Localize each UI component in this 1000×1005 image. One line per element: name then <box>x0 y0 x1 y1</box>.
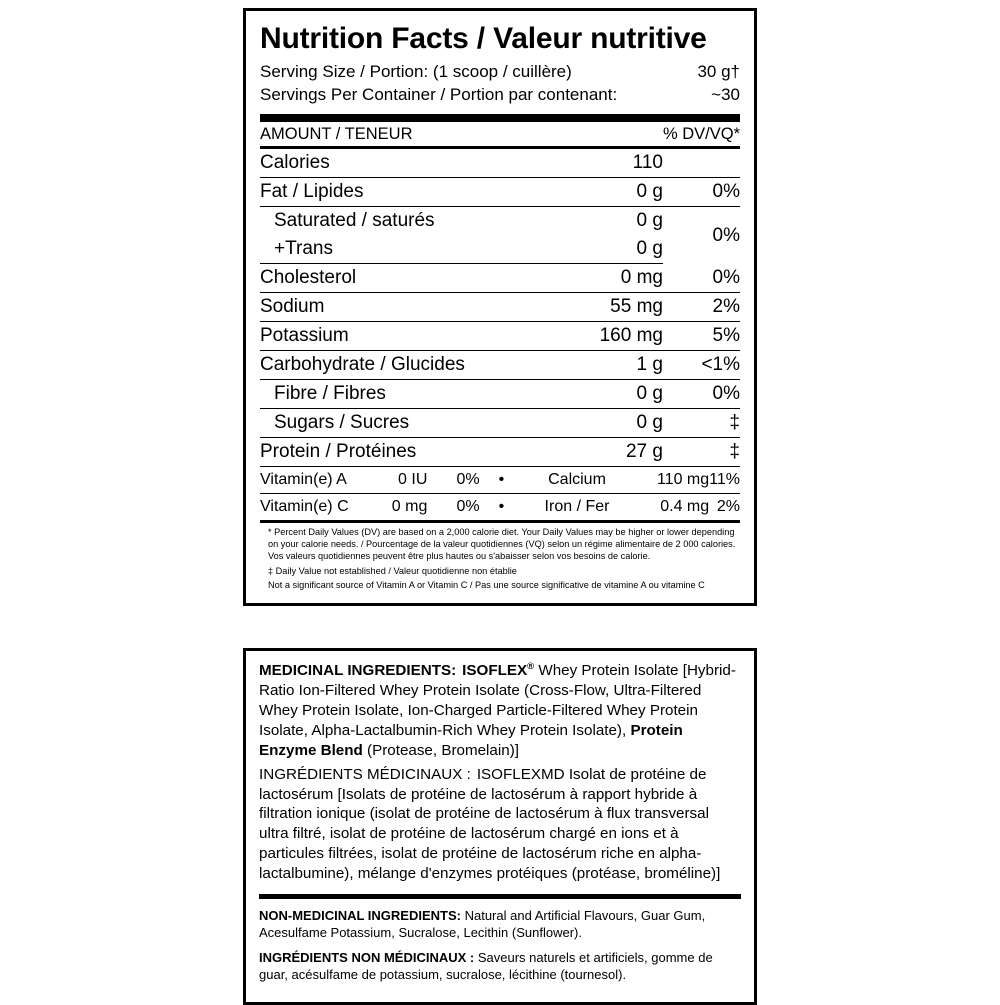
medicinal-heading-fr: INGRÉDIENTS MÉDICINAUX : <box>259 765 471 783</box>
nutrient-table <box>260 122 740 467</box>
mineral-dv: 11% <box>709 467 740 494</box>
servings-per-container-value: ~30 <box>711 85 740 105</box>
nutrient-amount: 55 mg <box>513 293 663 322</box>
nutrient-amount: 0 g <box>513 380 663 409</box>
nutrient-amount: 110 <box>513 148 663 178</box>
registered-trademark-icon: ® <box>527 661 535 672</box>
vitamin-dv: 0% <box>427 494 479 522</box>
servings-per-container-row <box>260 84 740 107</box>
nutrient-dv <box>663 148 740 178</box>
medicinal-tail-en: (Protease, Bromelain)] <box>362 741 519 759</box>
nutrient-amount: 160 mg <box>513 322 663 351</box>
mineral-name: Calcium <box>523 467 630 494</box>
nutrient-dv: 0% <box>663 264 740 293</box>
table-row <box>260 178 740 207</box>
nutrient-name: Cholesterol <box>260 264 513 293</box>
nutrient-name: Sugars / Sucres <box>260 409 513 438</box>
bullet-separator-icon: • <box>480 467 524 494</box>
nutrient-dv: 0% <box>663 178 740 207</box>
medicinal-bold-tail-en: Protein Enzyme Blend <box>259 721 683 759</box>
table-row <box>260 351 740 380</box>
nutrient-amount: 0 g <box>513 178 663 207</box>
nutrient-amount: 0 g <box>513 409 663 438</box>
nutrient-name: Carbohydrate / Glucides <box>260 351 513 380</box>
amount-header: AMOUNT / TENEUR <box>260 122 513 148</box>
dv-header: % DV/VQ* <box>663 122 740 148</box>
nutrient-amount: 0 mg <box>513 264 663 293</box>
nutrient-dv: 0% <box>712 224 740 246</box>
table-row <box>260 467 740 494</box>
nutrient-dv: <1% <box>663 351 740 380</box>
serving-size-row <box>260 61 740 84</box>
footnote-daily-value: * Percent Daily Values (DV) are based on a 2,000 calorie diet. Your Daily Values may be higher or lower depending on your calorie needs. / Pourcentage de la valeur quotidiennes (VQ) selon un régime alimentaire de 2 000 calories. Vos valeurs quotidiennes peuvent être plus hautes ou s'abaisser selon vos besoins de calorie. <box>268 527 736 561</box>
table-row <box>260 293 740 322</box>
nutrient-name: Sodium <box>260 293 513 322</box>
thick-divider <box>260 114 740 122</box>
table-row <box>260 409 740 438</box>
medicinal-ingredients-en <box>259 661 741 761</box>
nutrient-name: Fibre / Fibres <box>260 380 513 409</box>
servings-per-container-label: Servings Per Container / Portion par contenant: <box>260 85 618 105</box>
table-row <box>260 264 740 293</box>
vitamin-name: Vitamin(e) C <box>260 494 367 522</box>
vitamin-table <box>260 467 740 523</box>
nutrient-amount: 27 g <box>513 438 663 467</box>
table-row <box>260 438 740 467</box>
vitamin-name: Vitamin(e) A <box>260 467 367 494</box>
vitamin-amount: 0 mg <box>367 494 427 522</box>
footnote-not-established: ‡ Daily Value not established / Valeur quotidienne non établie <box>268 565 517 576</box>
non-medicinal-fr <box>259 949 741 984</box>
nutrient-dv: ‡ <box>663 438 740 467</box>
medicinal-heading-en: MEDICINAL INGREDIENTS: <box>259 662 457 680</box>
non-medicinal-heading-en: NON-MEDICINAL INGREDIENTS: <box>259 908 461 924</box>
table-row <box>260 207 740 236</box>
medicinal-body-en: Whey Protein Isolate [Hybrid-Ratio Ion-Filtered Whey Protein Isolate (Cross-Flow, Ultra-Filtered Whey Protein Isolate, Ion-Charged Particle-Filtered Whey Protein Isolate, Alpha-Lactalbumin-Rich Whey Protein Isolate), <box>259 662 736 739</box>
non-medicinal-heading-fr: INGRÉDIENTS NON MÉDICINAUX : <box>259 949 475 965</box>
nutrient-name: Fat / Lipides <box>260 178 513 207</box>
nutrient-amount: 0 g <box>636 210 663 232</box>
nutrient-dv: 2% <box>663 293 740 322</box>
nutrition-facts-panel <box>243 8 757 606</box>
bullet-separator-icon: • <box>480 494 524 522</box>
mineral-amount: 110 mg <box>631 467 709 494</box>
nutrient-dv: ‡ <box>663 409 740 438</box>
medicinal-body-fr-3: (protéase, broméline)] <box>567 865 721 883</box>
mineral-name: Iron / Fer <box>523 494 630 522</box>
mineral-amount: 0.4 mg <box>631 494 709 522</box>
vitamin-amount: 0 IU <box>367 467 427 494</box>
medicinal-body-fr-2: (isolat de protéine de lactosérum à flux transversal ultra filtré, isolat de protéine de lactosérum chargé en ions et à particules filtrées, isolat de protéine de lactosérum riche en alpha-lactalbumine), <box>259 805 709 883</box>
medicinal-ingredients-fr <box>259 765 741 884</box>
nutrition-facts-title: Nutrition Facts / Valeur nutritive <box>260 22 707 55</box>
trademark-md-icon: MD <box>540 765 565 783</box>
brand-name-fr: ISOFLEX <box>476 765 541 783</box>
nutrient-dv: 0% <box>663 380 740 409</box>
nutrient-table-header <box>260 122 740 148</box>
table-row <box>260 322 740 351</box>
brand-name-en: ISOFLEX <box>462 662 528 680</box>
vitamin-dv: 0% <box>427 467 479 494</box>
section-divider <box>259 894 741 899</box>
medicinal-body-fr-bold1: Isolat de protéine de lactosérum <box>259 765 707 803</box>
ingredients-panel <box>243 648 757 1005</box>
nutrient-name: Saturated / saturés <box>274 210 435 232</box>
nutrient-name: Potassium <box>260 322 513 351</box>
medicinal-body-fr-bold3: mélange d'enzymes protéiques <box>357 865 568 883</box>
table-row <box>260 494 740 522</box>
serving-size-value: 30 g† <box>697 62 740 82</box>
nutrient-amount: 0 g <box>513 235 663 264</box>
table-row <box>260 380 740 409</box>
medicinal-body-fr-1: [Isolats de protéine de lactosérum à rapport hybride à <box>333 785 698 803</box>
nutrient-name: Calories <box>260 148 513 178</box>
nutrient-dv: 5% <box>663 322 740 351</box>
non-medicinal-body-fr: Saveurs naturels et artificiels, gomme de guar, acésulfame de potassium, sucralose, lécithine (tournesol). <box>259 949 713 982</box>
table-row <box>260 148 740 178</box>
nutrient-amount: 1 g <box>513 351 663 380</box>
medicinal-body-fr-bold2: filtration ionique <box>259 805 366 823</box>
non-medicinal-body-en: Natural and Artificial Flavours, Guar Gum, Acesulfame Potassium, Sucralose, Lecithin (Sunflower). <box>259 908 706 941</box>
nutrient-name: +Trans <box>260 235 513 264</box>
mineral-dv: 2% <box>709 494 740 522</box>
footnotes <box>260 523 740 592</box>
footnote-not-significant-source: Not a significant source of Vitamin A or Vitamin C / Pas une source significative de vitamine A ou vitamine C <box>268 580 705 591</box>
serving-size-label: Serving Size / Portion: (1 scoop / cuillère) <box>260 62 572 82</box>
non-medicinal-en <box>259 907 741 942</box>
nutrient-name: Protein / Protéines <box>260 438 513 467</box>
non-medicinal-ingredients <box>259 907 741 983</box>
